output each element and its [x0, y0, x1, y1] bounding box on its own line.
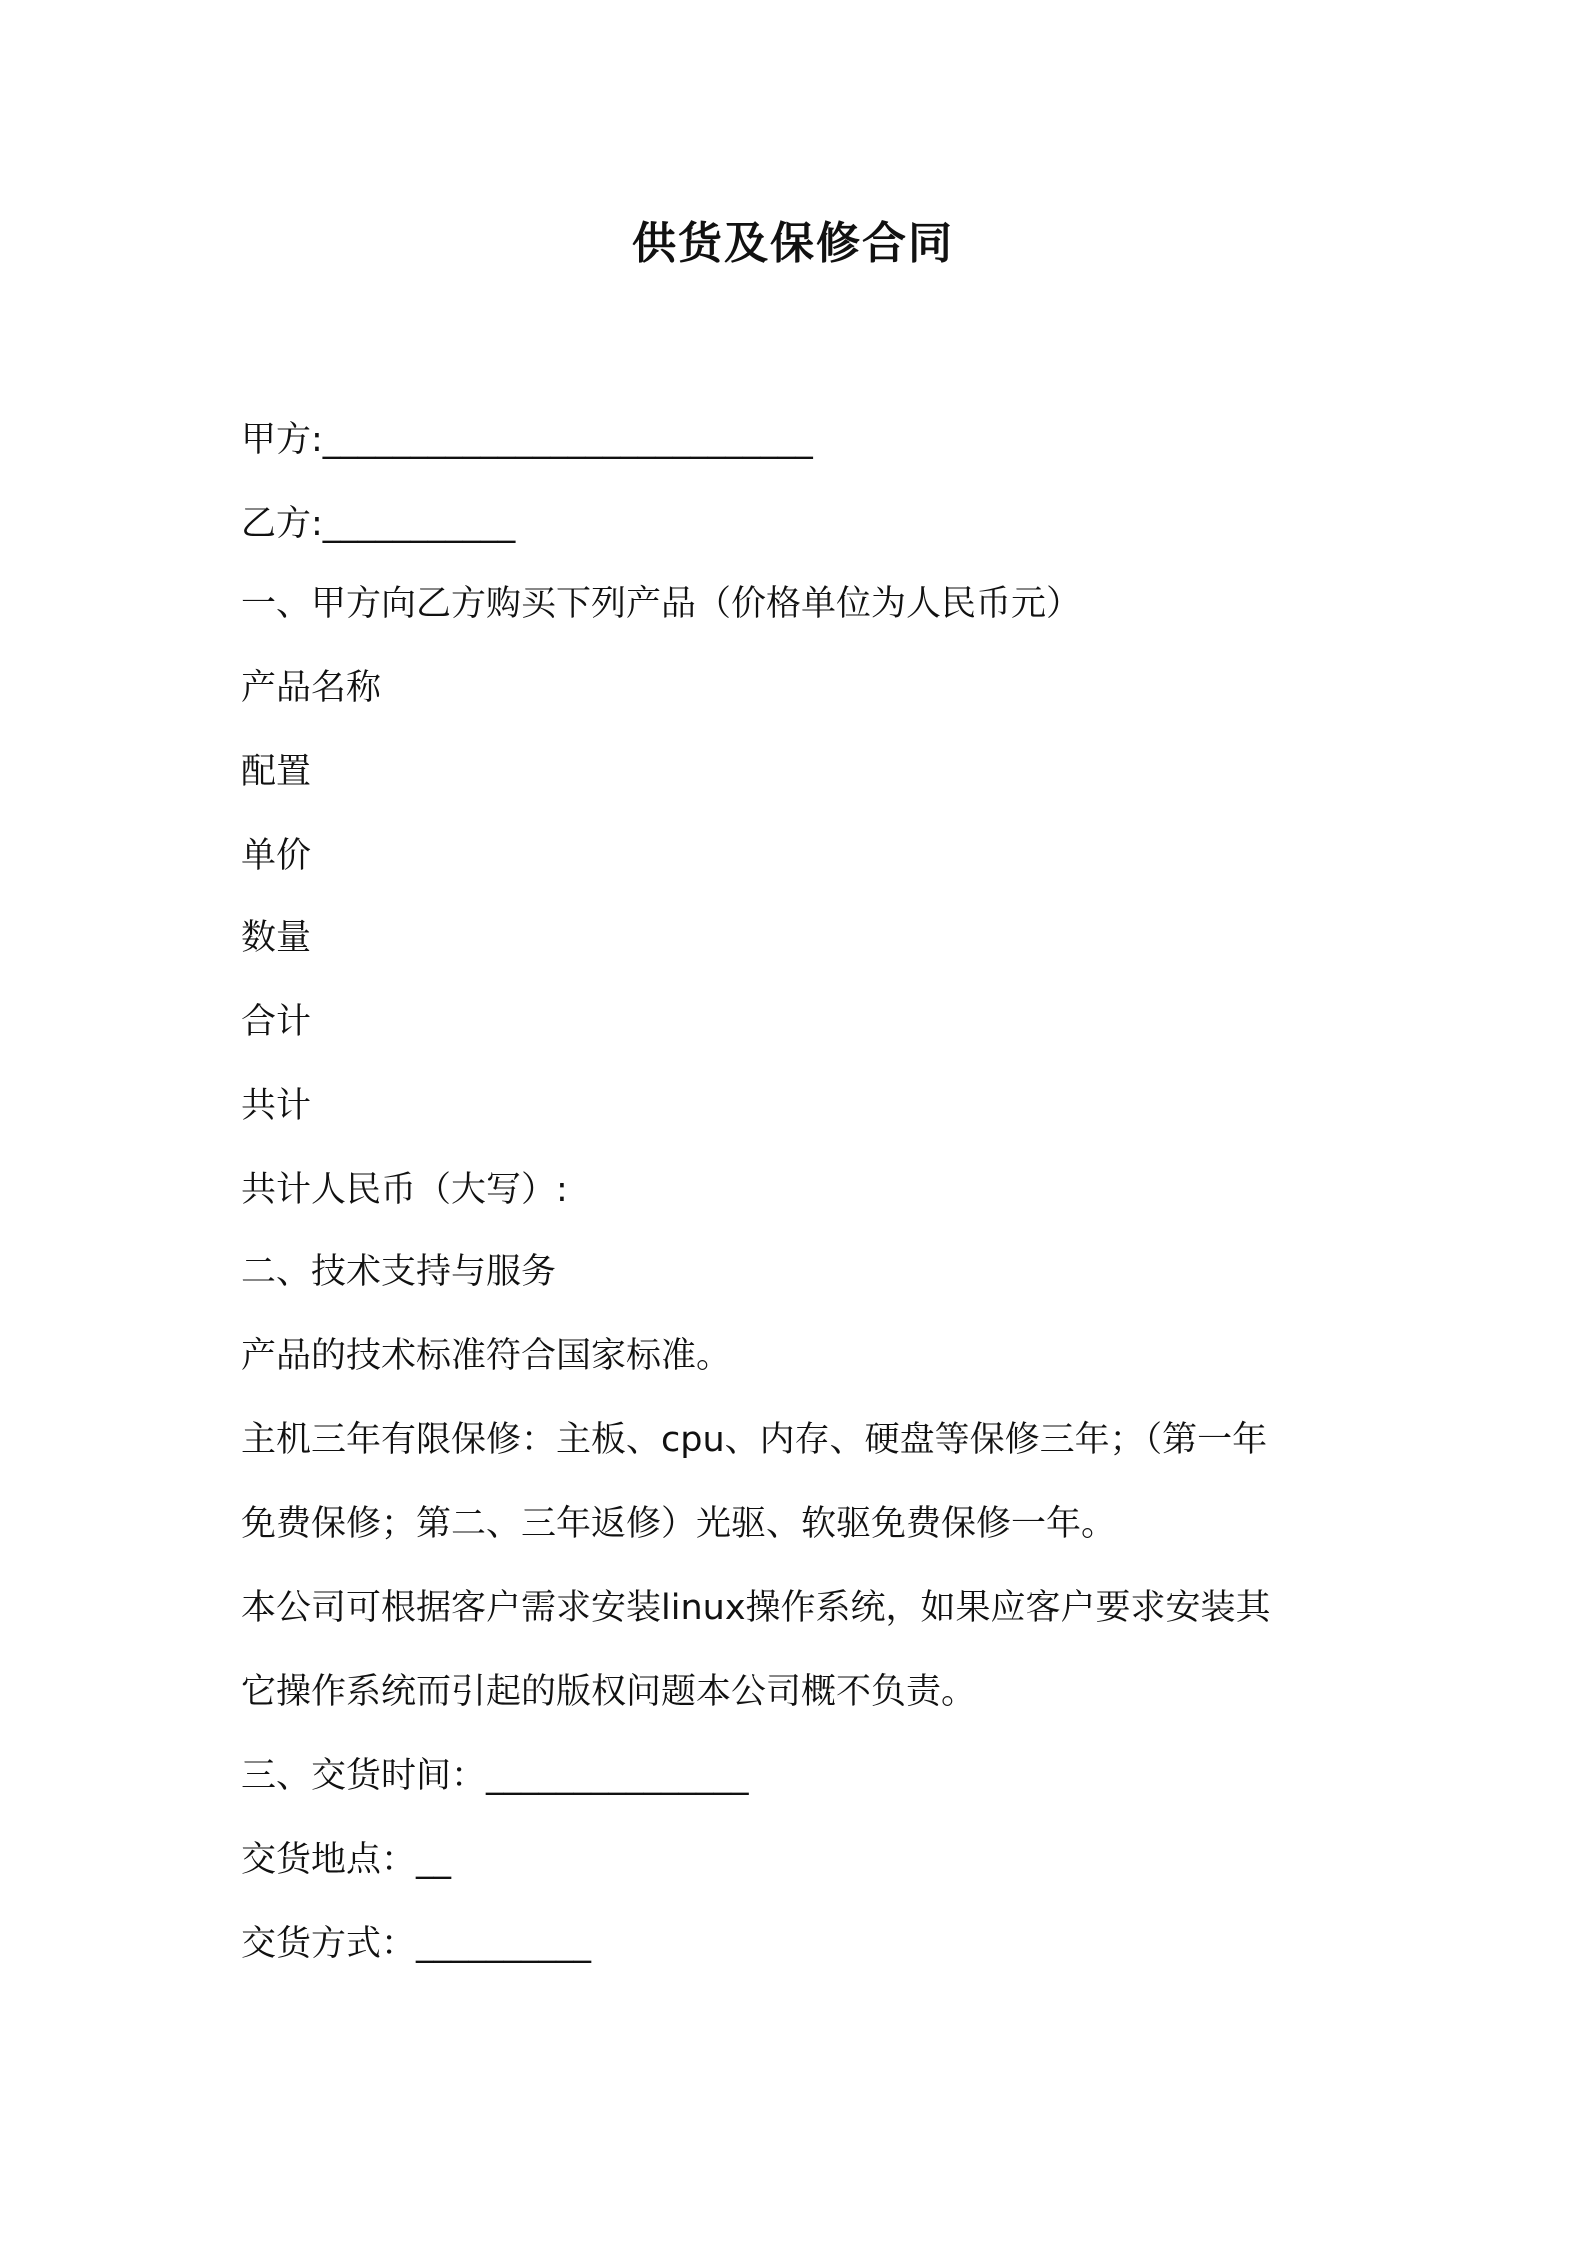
os-paragraph-line-1: 本公司可根据客户需求安装linux操作系统，如果应客户要求安装其	[241, 1588, 1271, 1628]
party-b-line: 乙方:___________	[241, 504, 516, 544]
section-1-heading: 一、甲方向乙方购买下列产品（价格单位为人民币元）	[241, 584, 1082, 624]
unit-price-label: 单价	[241, 836, 312, 876]
total-label: 共计	[241, 1086, 312, 1126]
delivery-method-line: 交货方式：__________	[241, 1924, 592, 1964]
configuration-label: 配置	[241, 752, 312, 792]
party-a-line: 甲方:____________________________	[241, 420, 813, 460]
tech-standard-paragraph: 产品的技术标准符合国家标准。	[241, 1336, 732, 1376]
total-rmb-uppercase-label: 共计人民币（大写）:	[241, 1170, 568, 1210]
delivery-place-line: 交货地点：__	[241, 1840, 452, 1880]
section-2-heading: 二、技术支持与服务	[241, 1252, 557, 1292]
os-paragraph-line-2: 它操作系统而引起的版权问题本公司概不负责。	[241, 1672, 977, 1712]
warranty-paragraph-line-2: 免费保修；第二、三年返修）光驱、软驱免费保修一年。	[241, 1504, 1117, 1544]
warranty-paragraph-line-1: 主机三年有限保修：主板、cpu、内存、硬盘等保修三年；（第一年	[241, 1420, 1268, 1460]
subtotal-label: 合计	[241, 1002, 312, 1042]
document-title: 供货及保修合同	[632, 218, 954, 269]
delivery-time-line: 三、交货时间：_______________	[241, 1756, 749, 1796]
quantity-label: 数量	[241, 918, 312, 958]
product-name-label: 产品名称	[241, 668, 382, 708]
